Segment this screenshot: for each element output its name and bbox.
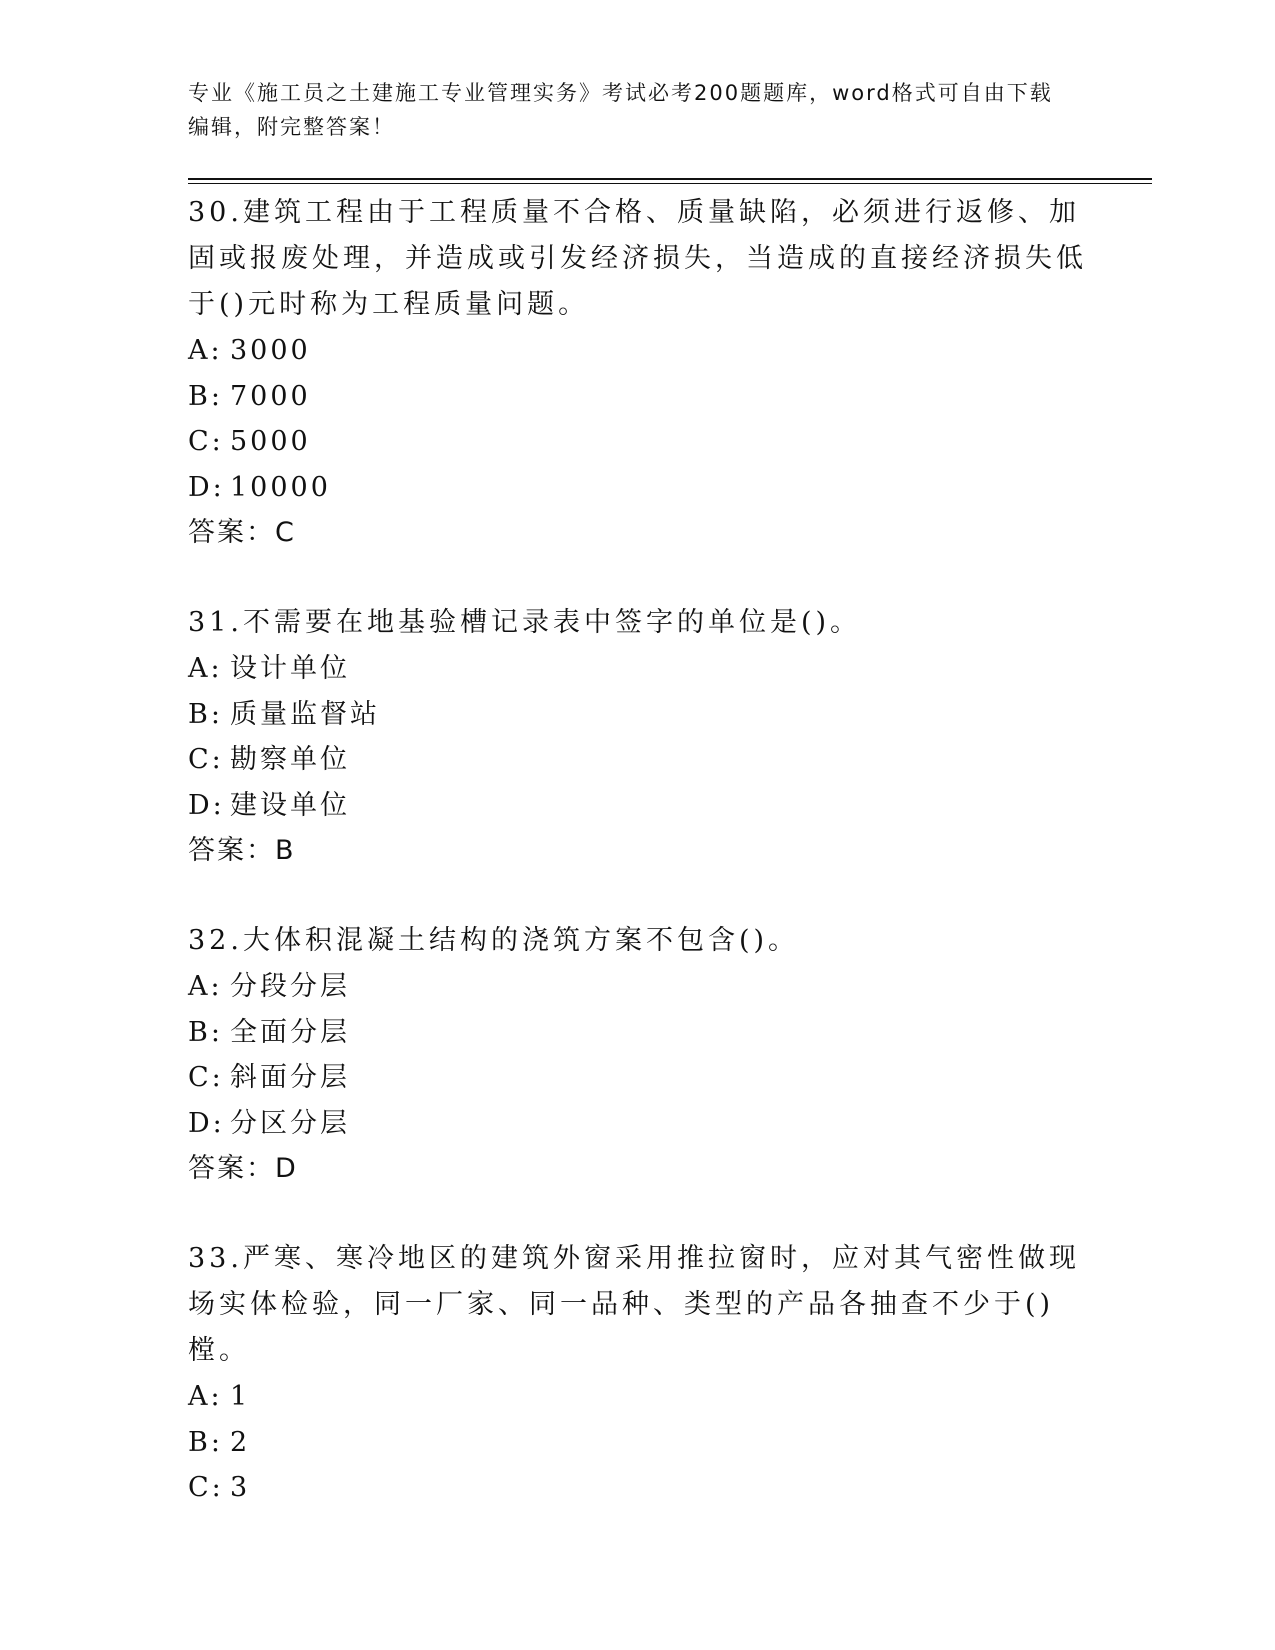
option-text: 设计单位: [230, 653, 350, 684]
option-key: B:: [188, 698, 223, 730]
option-b: [188, 374, 1088, 420]
option-b: [188, 1420, 1088, 1466]
option-key: A:: [188, 1381, 223, 1412]
question-stem: 31.不需要在地基验槽记录表中签字的单位是()。: [188, 607, 862, 638]
option-key: C:: [188, 1472, 224, 1503]
header-rule-thin: [188, 183, 1152, 184]
option-d: [188, 783, 1088, 829]
option-key: A:: [188, 335, 223, 366]
option-key: B:: [188, 1016, 223, 1048]
option-text: 7000: [230, 380, 311, 412]
option-key: B:: [188, 380, 223, 412]
option-d: [188, 465, 1088, 511]
option-a: [188, 328, 1088, 374]
option-key: D:: [188, 471, 225, 503]
option-key: A:: [188, 653, 223, 684]
question-item: [188, 190, 1088, 556]
option-key: B:: [188, 1426, 223, 1458]
header-rule-thick: [188, 178, 1152, 180]
option-text: 3: [230, 1472, 251, 1503]
option-c: [188, 419, 1088, 465]
option-text: 分区分层: [230, 1107, 350, 1139]
option-text: 3000: [230, 335, 311, 366]
option-a: [188, 964, 1088, 1010]
option-b: [188, 692, 1088, 738]
document-header: 专业《施工员之土建施工专业管理实务》考试必考200题题库，word格式可自由下载编辑，附完整答案！: [188, 81, 1053, 139]
option-key: D:: [188, 1107, 225, 1139]
option-key: D:: [188, 789, 225, 821]
option-c: [188, 737, 1088, 783]
option-a: [188, 646, 1088, 692]
option-text: 质量监督站: [230, 698, 380, 730]
question-stem: 30.建筑工程由于工程质量不合格、质量缺陷，必须进行返修、加固或报废处理，并造成或引发经济损失，当造成的直接经济损失低于()元时称为工程质量问题。: [188, 197, 1087, 320]
answer-line: 答案：B: [188, 835, 296, 866]
option-text: 斜面分层: [230, 1062, 350, 1093]
option-text: 10000: [230, 471, 331, 503]
question-stem: 32.大体积混凝土结构的浇筑方案不包含()。: [188, 925, 800, 956]
option-key: A:: [188, 971, 223, 1002]
option-b: [188, 1010, 1088, 1056]
option-c: [188, 1055, 1088, 1101]
question-item: [188, 1236, 1088, 1511]
option-a: [188, 1374, 1088, 1420]
question-item: [188, 918, 1088, 1192]
option-key: C:: [188, 426, 224, 457]
question-item: [188, 600, 1088, 874]
option-text: 1: [230, 1381, 251, 1412]
answer-line: 答案：D: [188, 1153, 298, 1184]
option-text: 2: [230, 1426, 251, 1458]
question-list: [188, 190, 1088, 1511]
option-c: [188, 1465, 1088, 1511]
option-text: 勘察单位: [230, 744, 350, 775]
question-stem: 33.严寒、寒冷地区的建筑外窗采用推拉窗时，应对其气密性做现场实体检验，同一厂家、同一品种、类型的产品各抽查不少于()樘。: [188, 1243, 1080, 1366]
answer-line: 答案：C: [188, 517, 296, 548]
option-d: [188, 1101, 1088, 1147]
option-text: 建设单位: [230, 789, 350, 821]
option-text: 全面分层: [230, 1016, 350, 1048]
option-key: C:: [188, 744, 224, 775]
option-text: 分段分层: [230, 971, 350, 1002]
option-key: C:: [188, 1062, 224, 1093]
option-text: 5000: [230, 426, 311, 457]
